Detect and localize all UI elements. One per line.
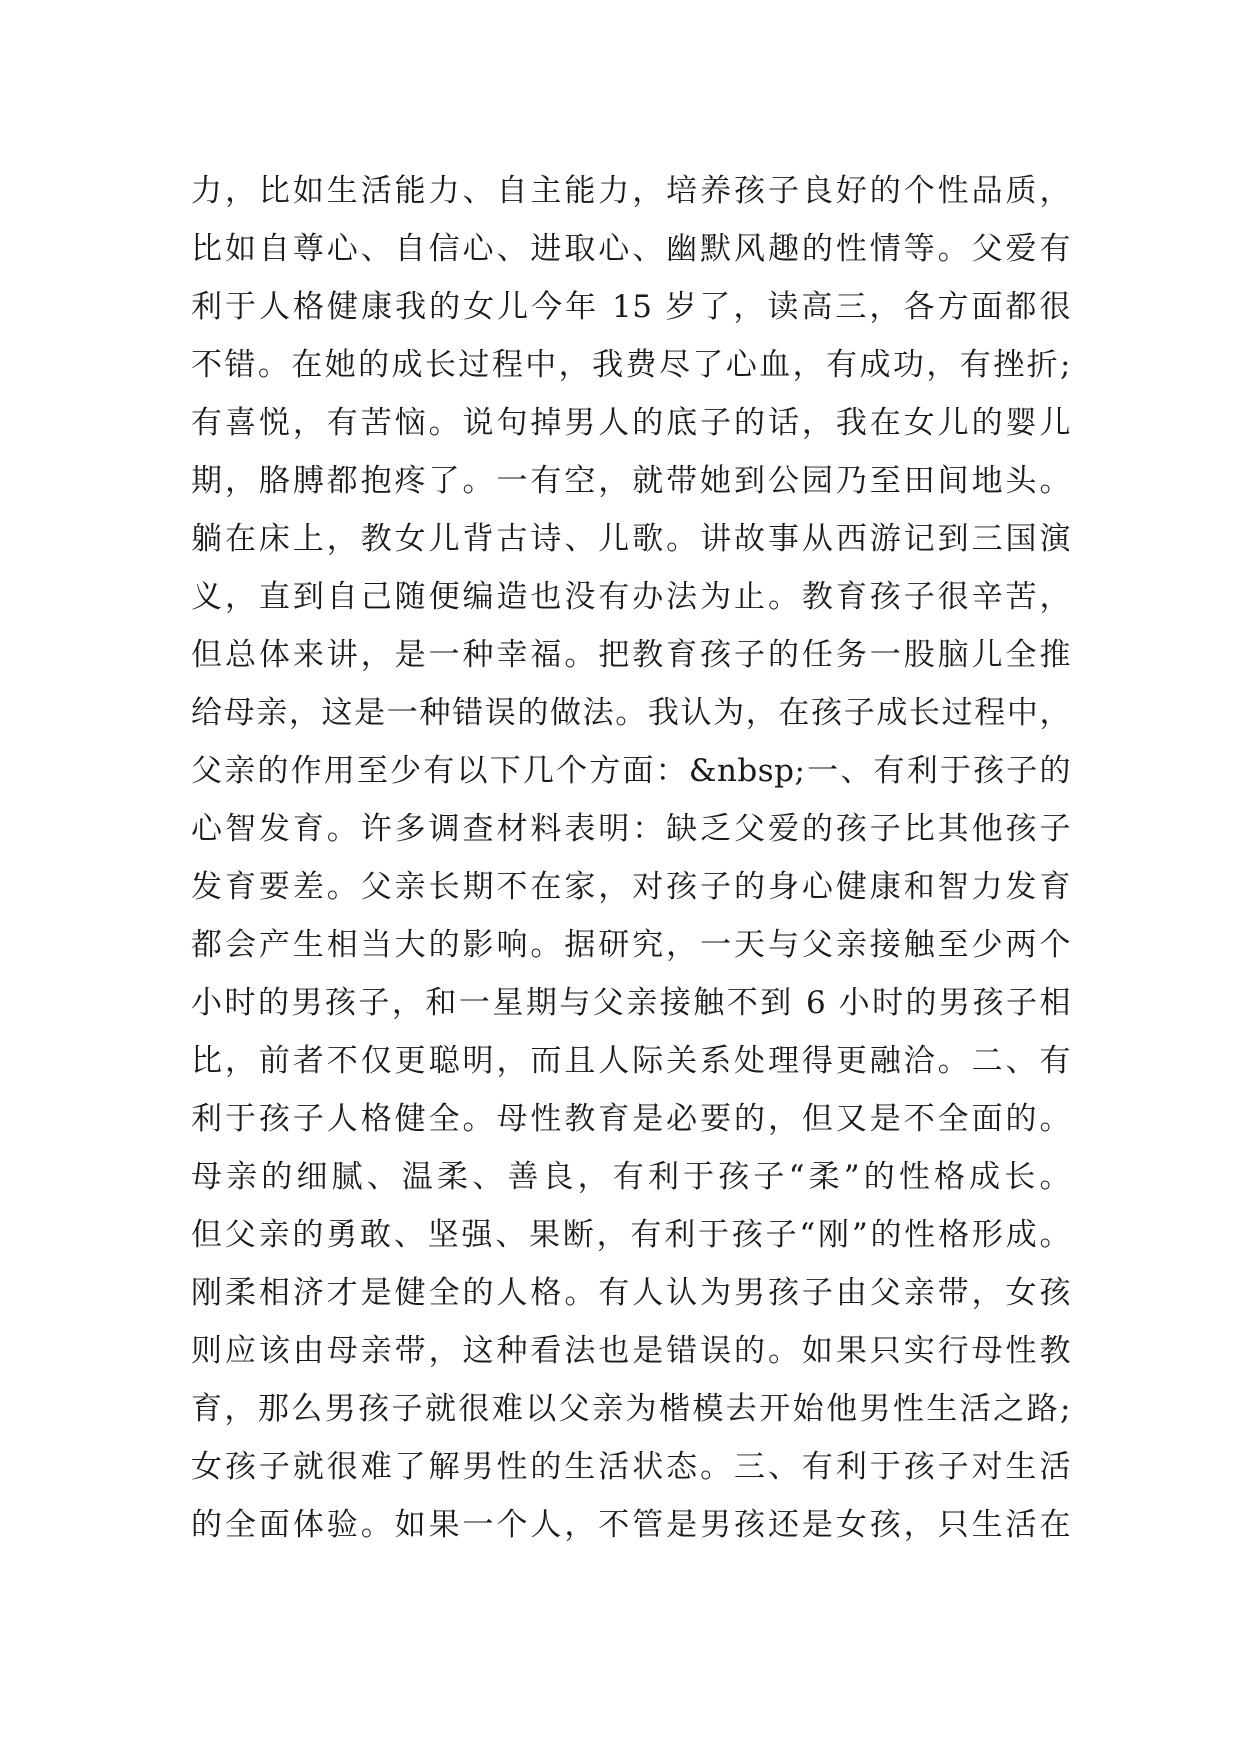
text-line: 义，直到自己随便编造也没有办法为止。教育孩子很辛苦， [191,579,1071,615]
text-line: 有喜悦，有苦恼。说句掉男人的底子的话，我在女儿的婴儿 [191,405,1071,441]
text-line: 都会产生相当大的影响。据研究，一天与父亲接触至少两个 [191,927,1071,963]
text-line: 给母亲，这是一种错误的做法。我认为，在孩子成长过程中， [191,695,1071,731]
body-text [191,162,1071,1554]
text-line: 但总体来讲，是一种幸福。把教育孩子的任务一股脑儿全推 [191,637,1071,673]
text-line: 但父亲的勇敢、坚强、果断，有利于孩子“刚”的性格形成。 [191,1217,1071,1253]
text-line: 利于孩子人格健全。母性教育是必要的，但又是不全面的。 [191,1101,1071,1137]
text-line: 的全面体验。如果一个人，不管是男孩还是女孩，只生活在 [191,1507,1071,1543]
text-line: 比如自尊心、自信心、进取心、幽默风趣的性情等。父爱有 [191,231,1071,267]
text-line: 则应该由母亲带，这种看法也是错误的。如果只实行母性教 [191,1333,1071,1369]
text-line: 力，比如生活能力、自主能力，培养孩子良好的个性品质， [191,173,1071,209]
text-line: 母亲的细腻、温柔、善良，有利于孩子“柔”的性格成长。 [191,1159,1071,1195]
text-line: 育，那么男孩子就很难以父亲为楷模去开始他男性生活之路; [191,1391,1071,1427]
text-line: 利于人格健康我的女儿今年 15 岁了，读高三，各方面都很 [191,289,1071,325]
text-line: 父亲的作用至少有以下几个方面：&nbsp;一、有利于孩子的 [191,753,1071,789]
text-line: 女孩子就很难了解男性的生活状态。三、有利于孩子对生活 [191,1449,1071,1485]
text-line: 躺在床上，教女儿背古诗、儿歌。讲故事从西游记到三国演 [191,521,1071,557]
text-line: 比，前者不仅更聪明，而且人际关系处理得更融洽。二、有 [191,1043,1071,1079]
text-line: 心智发育。许多调查材料表明：缺乏父爱的孩子比其他孩子 [191,811,1071,847]
text-line: 刚柔相济才是健全的人格。有人认为男孩子由父亲带，女孩 [191,1275,1071,1311]
text-line: 期，胳膊都抱疼了。一有空，就带她到公园乃至田间地头。 [191,463,1071,499]
text-line: 不错。在她的成长过程中，我费尽了心血，有成功，有挫折; [191,347,1071,383]
text-line: 小时的男孩子，和一星期与父亲接触不到 6 小时的男孩子相 [191,985,1071,1021]
text-line: 发育要差。父亲长期不在家，对孩子的身心健康和智力发育 [191,869,1071,905]
